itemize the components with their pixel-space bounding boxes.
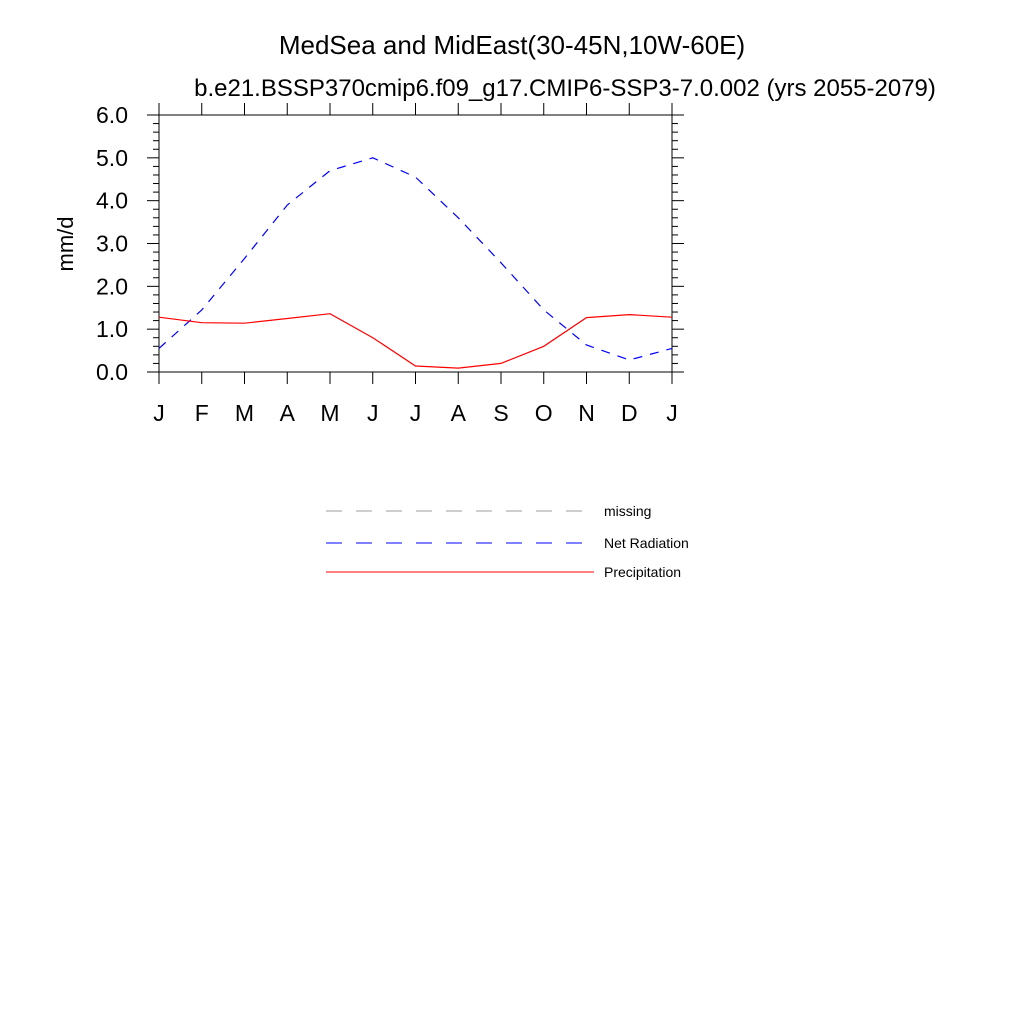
x-tick-label: A (279, 400, 295, 426)
x-tick-label: J (367, 400, 379, 426)
y-tick-label: 3.0 (96, 230, 128, 257)
chart-title: MedSea and MidEast(30-45N,10W-60E) (278, 30, 746, 60)
plot-border (159, 115, 672, 372)
y-tick-label: 6.0 (96, 102, 128, 128)
x-tick-label: J (666, 400, 678, 426)
y-tick-label: 0.0 (96, 359, 128, 385)
x-tick-label: A (450, 400, 466, 426)
y-tick-label: 2.0 (96, 273, 128, 300)
y-tick-label: 1.0 (96, 316, 128, 343)
chart-subtitle: b.e21.BSSP370cmip6.f09_g17.CMIP6-SSP3-7.0.002 (yrs 2055-2079) (194, 75, 936, 102)
x-tick-label: M (320, 400, 340, 426)
x-tick-label: O (534, 400, 553, 426)
plot-frame (159, 115, 672, 372)
y-tick-label: 5.0 (96, 144, 128, 171)
y-tick-label: 4.0 (96, 187, 128, 214)
x-tick-label: S (493, 400, 509, 426)
series-lines (159, 158, 672, 368)
legend-label: missing (604, 503, 652, 519)
x-tick-label: N (578, 400, 595, 426)
x-tick-label: F (194, 400, 209, 426)
series-line-net-radiation (159, 158, 672, 360)
x-tick-label: J (153, 400, 165, 426)
x-tick-label: M (234, 400, 255, 426)
x-tick-label: J (409, 400, 422, 426)
legend-label: Net Radiation (604, 535, 689, 551)
axis-ticks (96, 102, 684, 426)
legend (326, 503, 689, 580)
series-line-precipitation (159, 314, 672, 368)
x-tick-label: D (620, 400, 638, 426)
y-axis-label: mm/d (53, 216, 78, 272)
legend-label: Precipitation (604, 564, 682, 580)
